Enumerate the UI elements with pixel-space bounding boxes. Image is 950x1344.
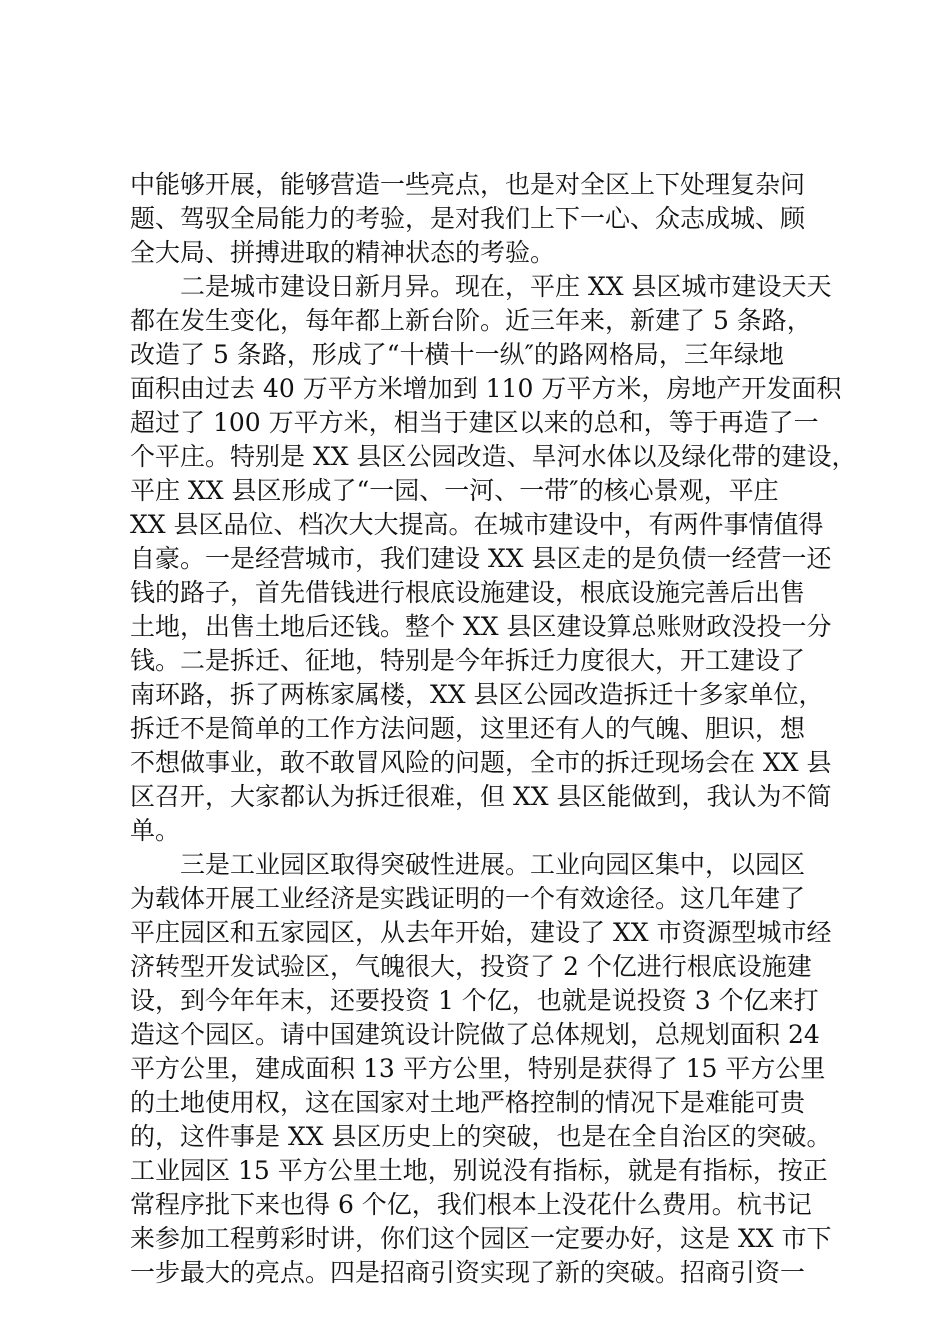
text-line: 自豪。一是经营城市，我们建设 XX 县区走的是负债一经营一还 (130, 544, 832, 573)
text-line: 全大局、拼搏进取的精神状态的考验。 (130, 238, 556, 267)
text-line: XX 县区品位、档次大大提高。在城市建设中，有两件事情值得 (130, 510, 824, 539)
text-line: 不想做事业，敢不敢冒风险的问题，全市的拆迁现场会在 XX 县 (130, 748, 832, 777)
text-line: 工业园区 15 平方公里土地，别说没有指标，就是有指标，按正 (130, 1156, 828, 1185)
text-line: 为载体开展工业经济是实践证明的一个有效途径。这几年建了 (130, 884, 806, 913)
text-line: 钱。二是拆迁、征地，特别是今年拆迁力度很大，开工建设了 (130, 646, 806, 675)
text-line: 平方公里，建成面积 13 平方公里，特别是获得了 15 平方公里 (130, 1054, 826, 1083)
text-line: 拆迁不是简单的工作方法问题，这里还有人的气魄、胆识，想 (130, 714, 806, 743)
text-line: 三是工业园区取得突破性进展。工业向园区集中，以园区 (130, 850, 806, 879)
text-line: 的土地使用权，这在国家对土地严格控制的情况下是难能可贵 (130, 1088, 806, 1117)
text-line: 个平庄。特别是 XX 县区公园改造、旱河水体以及绿化带的建设， (130, 442, 857, 471)
text-line: 土地，出售土地后还钱。整个 XX 县区建设算总账财政没投一分 (130, 612, 832, 641)
text-line: 常程序批下来也得 6 个亿，我们根本上没花什么费用。杭书记 (130, 1190, 812, 1219)
text-line: 南环路，拆了两栋家属楼，XX 县区公园改造拆迁十多家单位， (130, 680, 824, 709)
text-line: 平庄 XX 县区形成了“一园、一河、一带″的核心景观，平庄 (130, 476, 779, 505)
text-line: 设，到今年年末，还要投资 1 个亿，也就是说投资 3 个亿来打 (130, 986, 819, 1015)
text-line: 平庄园区和五家园区，从去年开始，建设了 XX 市资源型城市经 (130, 918, 832, 947)
text-line: 一步最大的亮点。四是招商引资实现了新的突破。招商引资一 (130, 1258, 806, 1287)
text-line: 区召开，大家都认为拆迁很难，但 XX 县区能做到，我认为不简 (130, 782, 832, 811)
body-text (130, 168, 857, 1290)
text-line: 单。 (130, 816, 181, 845)
text-line: 改造了 5 条路，形成了“十横十一纵″的路网格局，三年绿地 (130, 340, 784, 369)
text-line: 的，这件事是 XX 县区历史上的突破，也是在全自治区的突破。 (130, 1122, 832, 1151)
text-line: 二是城市建设日新月异。现在，平庄 XX 县区城市建设天天 (130, 272, 832, 301)
text-line: 来参加工程剪彩时讲，你们这个园区一定要办好，这是 XX 市下 (130, 1224, 832, 1253)
text-line: 钱的路子，首先借钱进行根底设施建设，根底设施完善后出售 (130, 578, 806, 607)
text-line: 中能够开展，能够营造一些亮点，也是对全区上下处理复杂问 (130, 170, 806, 199)
text-line: 都在发生变化，每年都上新台阶。近三年来，新建了 5 条路， (130, 306, 812, 335)
text-line: 超过了 100 万平方米，相当于建区以来的总和，等于再造了一 (130, 408, 819, 437)
text-line: 面积由过去 40 万平方米增加到 110 万平方米，房地产开发面积 (130, 374, 842, 403)
text-line: 济转型开发试验区，气魄很大，投资了 2 个亿进行根底设施建 (130, 952, 812, 981)
text-line: 造这个园区。请中国建筑设计院做了总体规划，总规划面积 24 (130, 1020, 820, 1049)
text-line: 题、驾驭全局能力的考验，是对我们上下一心、众志成城、顾 (130, 204, 806, 233)
